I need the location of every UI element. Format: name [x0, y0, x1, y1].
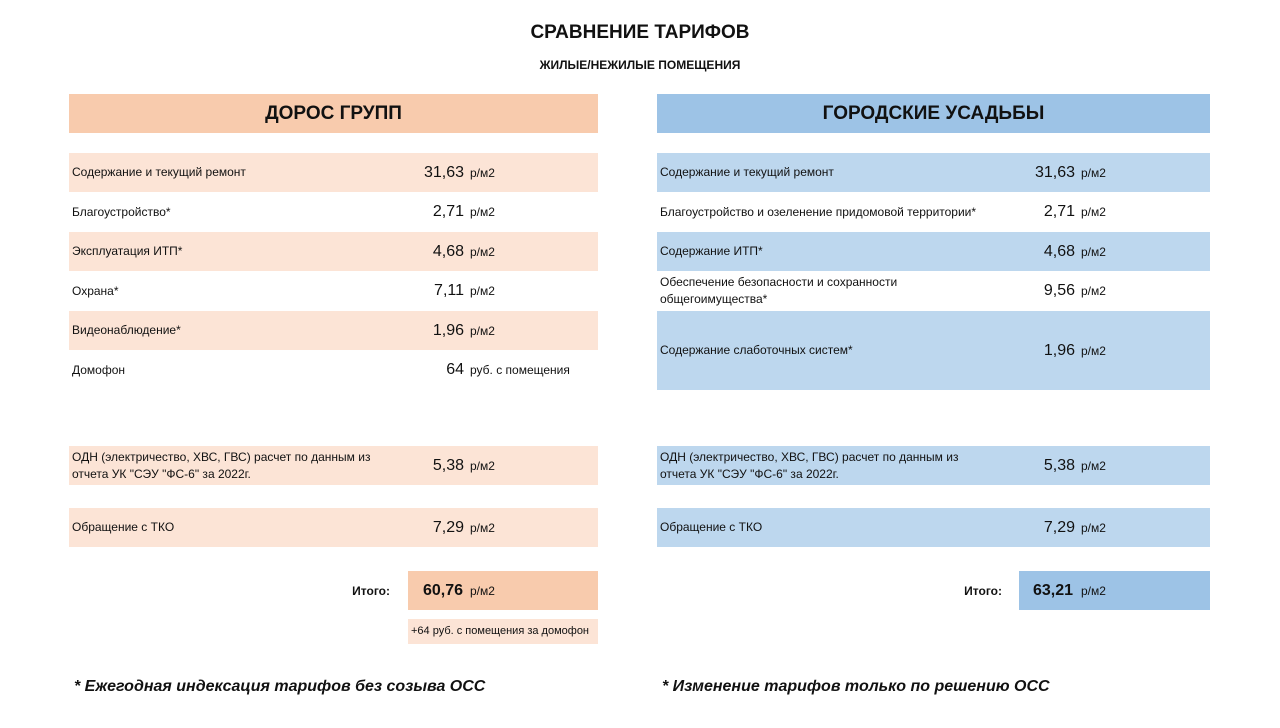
left-row-security	[69, 271, 598, 311]
right-row-security	[657, 271, 1210, 311]
row-unit: р/м2	[470, 284, 495, 298]
right-row-odn	[657, 446, 1210, 485]
row-unit: р/м2	[1081, 284, 1106, 298]
row-unit: р/м2	[470, 520, 495, 535]
right-row-maintenance	[657, 153, 1210, 192]
row-value: 4,68	[432, 242, 464, 260]
row-value: 7,11	[434, 282, 464, 299]
row-value: 5,38	[1043, 456, 1075, 474]
row-value: 31,63	[1034, 163, 1075, 181]
row-label: Обеспечение безопасности и сохранности общегоимущества*	[660, 275, 898, 306]
left-company-header: ДОРОС ГРУПП	[69, 94, 598, 133]
left-row-intercom	[69, 350, 598, 390]
left-row-itp	[69, 232, 598, 271]
row-unit: р/м2	[1081, 458, 1106, 473]
row-label: Содержание и текущий ремонт	[660, 165, 834, 179]
row-unit: р/м2	[470, 244, 495, 259]
right-row-low-current	[657, 311, 1210, 390]
row-label: Обращение с ТКО	[660, 520, 763, 534]
right-row-tko	[657, 508, 1210, 547]
row-label: ОДН (электричество, ХВС, ГВС) расчет по данным из отчета УК "СЭУ "ФС-6" за 2022г.	[72, 449, 371, 481]
row-value: 4,68	[1043, 242, 1075, 260]
right-row-landscaping	[657, 192, 1210, 232]
row-value: 31,63	[423, 163, 464, 181]
row-unit: р/м2	[1081, 165, 1106, 180]
right-company-header: ГОРОДСКИЕ УСАДЬБЫ	[657, 94, 1210, 133]
row-value: 7,29	[432, 518, 464, 536]
total-value: 60,76	[423, 581, 464, 599]
right-total-label: Итого:	[964, 584, 1002, 598]
row-label: Домофон	[72, 362, 126, 377]
row-value: 9,56	[1043, 282, 1075, 299]
row-value: 5,38	[432, 456, 464, 474]
row-label: Содержание и текущий ремонт	[72, 165, 246, 179]
row-label: Обращение с ТКО	[72, 520, 175, 534]
right-total-box	[1019, 571, 1210, 610]
row-value: 2,71	[1043, 203, 1075, 220]
row-label: Видеонаблюдение*	[72, 323, 181, 337]
row-value: 7,29	[1043, 518, 1075, 536]
left-total-label: Итого:	[352, 584, 390, 598]
total-unit: р/м2	[1081, 583, 1106, 598]
row-unit: р/м2	[470, 323, 495, 338]
left-row-odn	[69, 446, 598, 485]
left-row-landscaping	[69, 192, 598, 232]
total-unit: р/м2	[470, 583, 495, 598]
left-total-box	[408, 571, 598, 610]
page-title: СРАВНЕНИЕ ТАРИФОВ	[530, 22, 750, 43]
left-row-video	[69, 311, 598, 350]
row-value: 1,96	[1043, 341, 1075, 359]
row-unit: р/м2	[1081, 520, 1106, 535]
row-label: ОДН (электричество, ХВС, ГВС) расчет по данным из отчета УК "СЭУ "ФС-6" за 2022г.	[660, 449, 959, 481]
row-unit: р/м2	[470, 458, 495, 473]
row-value: 2,71	[432, 203, 464, 220]
row-unit: р/м2	[470, 165, 495, 180]
right-footnote: * Изменение тарифов только по решению ОСС	[662, 678, 1050, 695]
row-label: Охрана*	[72, 283, 119, 298]
row-unit: р/м2	[1081, 205, 1106, 219]
row-label: Содержание слаботочных систем*	[660, 343, 853, 357]
row-label: Эксплуатация ИТП*	[72, 244, 183, 258]
left-footnote: * Ежегодная индексация тарифов без созыва ОСС	[74, 678, 486, 695]
right-row-itp	[657, 232, 1210, 271]
row-label: Благоустройство*	[72, 204, 171, 219]
row-label: Благоустройство и озеленение придомовой территории*	[660, 204, 977, 219]
row-unit: р/м2	[1081, 244, 1106, 259]
total-value: 63,21	[1033, 581, 1074, 599]
left-row-maintenance	[69, 153, 598, 192]
row-unit: р/м2	[470, 205, 495, 219]
row-label: Содержание ИТП*	[660, 244, 763, 258]
row-value: 1,96	[432, 321, 464, 339]
page-subtitle: ЖИЛЫЕ/НЕЖИЛЫЕ ПОМЕЩЕНИЯ	[539, 58, 741, 72]
row-unit: р/м2	[1081, 343, 1106, 358]
left-intercom-note: +64 руб. с помещения за домофон	[408, 619, 598, 644]
left-row-tko	[69, 508, 598, 547]
row-unit: руб. с помещения	[470, 363, 570, 377]
row-value: 64	[446, 361, 464, 378]
